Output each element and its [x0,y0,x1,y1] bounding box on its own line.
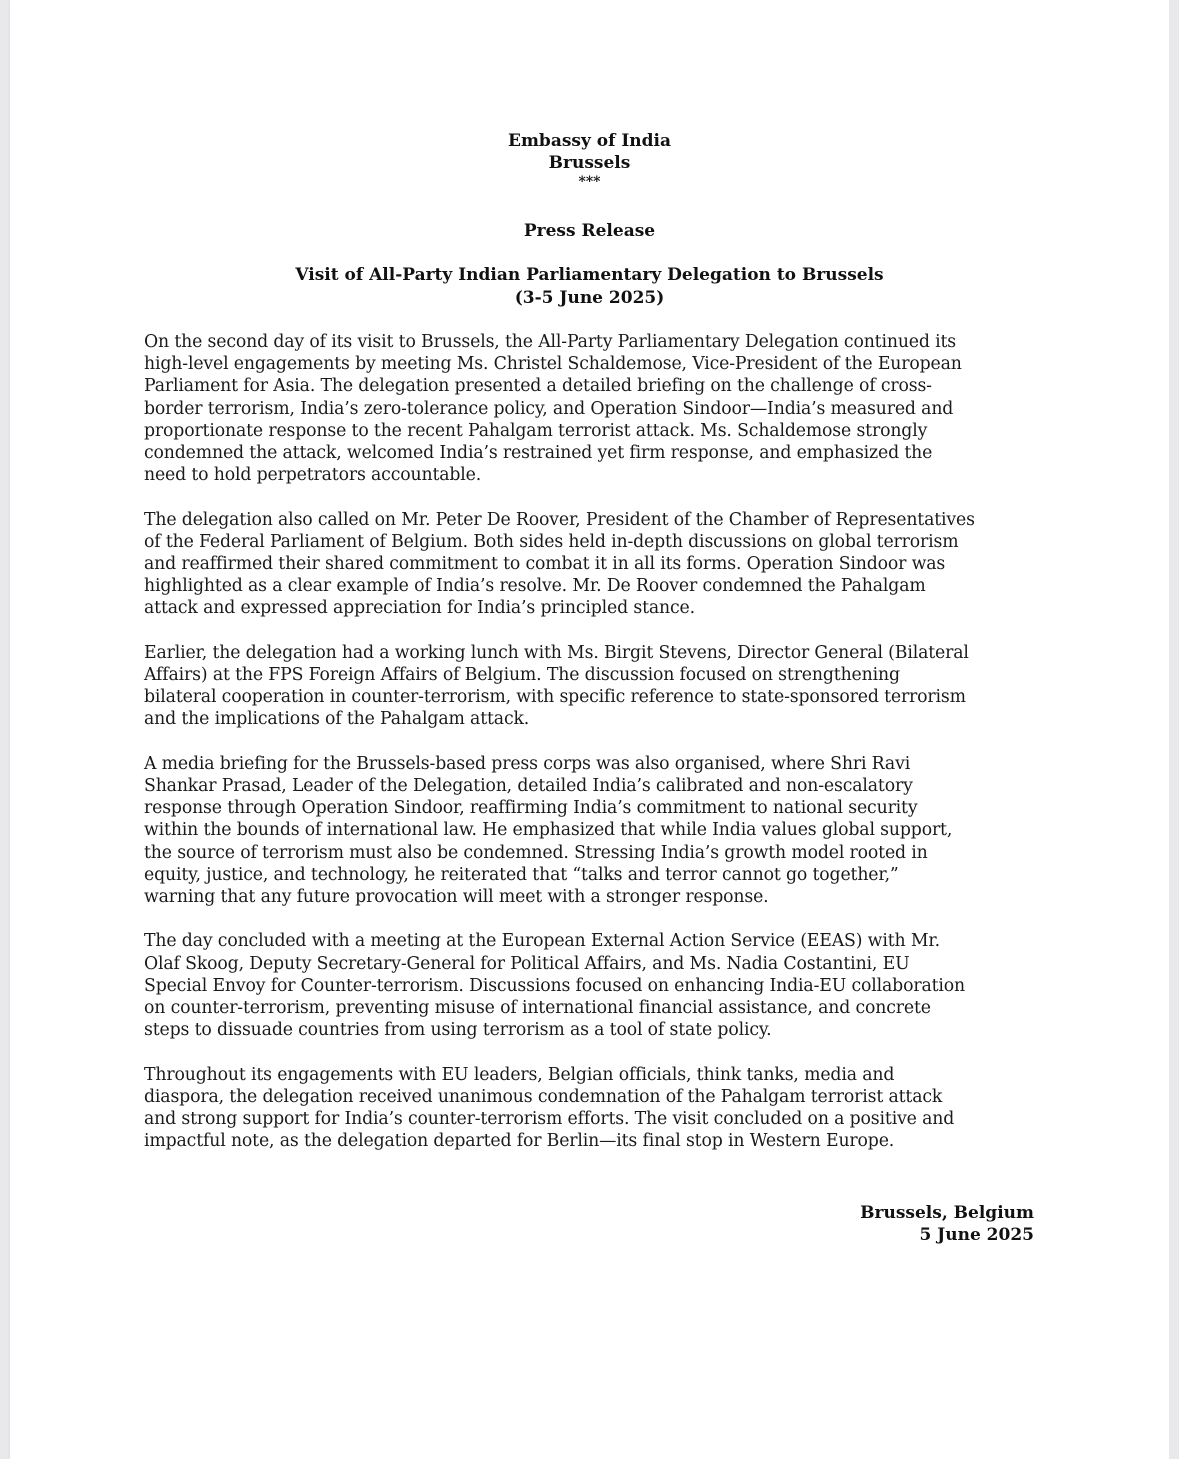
press-release-body [144,331,1040,1175]
paragraph-line: the source of terrorism must also be condemned. Stressing India’s growth model rooted in [144,842,928,863]
paragraph-line: within the bounds of international law. He emphasized that while India values global support, [144,820,953,841]
paragraph-line: highlighted as a clear example of India’s resolve. Mr. De Roover condemned the Pahalgam [144,576,926,597]
page-edge [1169,0,1179,1459]
paragraph-line: Special Envoy for Counter-terrorism. Discussions focused on enhancing India-EU collaboration [144,975,966,996]
header-separator: *** [578,174,601,190]
paragraph-line: On the second day of its visit to Brussels, the All-Party Parliamentary Delegation continued its [144,332,957,352]
paragraph-6 [144,1064,1040,1153]
paragraph-line: Affairs) at the FPS Foreign Affairs of Belgium. The discussion focused on strengthening [144,665,900,686]
paragraph-line: proportionate response to the recent Pahalgam terrorist attack. Ms. Schaldemose strongly [144,420,928,441]
paragraph-line: impactful note, as the delegation departed for Berlin—its final stop in Western Europe. [144,1131,895,1152]
paragraph-line: need to hold perpetrators accountable. [144,465,482,486]
press-release-title: Visit of All-Party Indian Parliamentary Delegation to Brussels [295,265,884,285]
signature-block [860,1202,1034,1246]
organization-name: Embassy of India [507,131,672,151]
paragraph-line: response through Operation Sindoor, reaffirming India’s commitment to national security [144,798,918,819]
paragraph-line: border terrorism, India’s zero-tolerance policy, and Operation Sindoor—India’s measured and [144,398,954,419]
paragraph-line: and the implications of the Pahalgam attack. [144,709,530,730]
paragraph-2 [144,509,1040,620]
press-release-dates: (3-5 June 2025) [514,288,665,308]
paragraph-line: on counter-terrorism, preventing misuse of international financial assistance, and concrete [144,998,931,1019]
paragraph-line: of the Federal Parliament of Belgium. Both sides held in-depth discussions on global terrorism [144,531,959,552]
paragraph-line: warning that any future provocation will meet with a stronger response. [144,887,769,908]
paragraph-line: The delegation also called on Mr. Peter De Roover, President of the Chamber of Representatives [144,509,975,530]
paragraph-line: Earlier, the delegation had a working lunch with Ms. Birgit Stevens, Director General (Bilateral [144,642,969,663]
paragraph-4 [144,753,1040,908]
organization-city: Brussels [548,153,631,173]
paragraph-line: steps to dissuade countries from using terrorism as a tool of state policy. [144,1020,772,1041]
paragraph-line: The day concluded with a meeting at the European External Action Service (EEAS) with Mr. [144,931,940,952]
paragraph-3 [144,642,1040,731]
paragraph-line: Parliament for Asia. The delegation presented a detailed briefing on the challenge of cross- [144,376,932,397]
signature-place: Brussels, Belgium [860,1203,1034,1223]
paragraph-line: equity, justice, and technology, he reiterated that “talks and terror cannot go together,” [144,864,899,885]
paragraph-line: and strong support for India’s counter-terrorism efforts. The visit concluded on a positive and [144,1109,955,1130]
paragraph-line: condemned the attack, welcomed India’s restrained yet firm response, and emphasized the [144,443,933,464]
paragraph-line: Shankar Prasad, Leader of the Delegation, detailed India’s calibrated and non-escalatory [144,776,913,797]
document-type: Press Release [523,221,656,241]
paragraph-line: high-level engagements by meeting Ms. Christel Schaldemose, Vice-President of the European [144,354,962,375]
paragraph-line: diaspora, the delegation received unanimous condemnation of the Pahalgam terrorist attack [144,1086,943,1107]
signature-date: 5 June 2025 [919,1225,1034,1245]
paragraph-line: attack and expressed appreciation for India’s principled stance. [144,598,695,619]
paragraph-line: A media briefing for the Brussels-based press corps was also organised, where Shri Ravi [144,753,911,774]
paragraph-5 [144,930,1040,1041]
paragraph-1 [144,331,1040,486]
paragraph-line: and reaffirmed their shared commitment to combat it in all its forms. Operation Sindoor was [144,554,946,575]
paragraph-line: Olaf Skoog, Deputy Secretary-General for Political Affairs, and Ms. Nadia Costantini, EU [144,953,910,974]
document-page [10,0,1169,1459]
paragraph-line: Throughout its engagements with EU leaders, Belgian officials, think tanks, media and [144,1064,895,1085]
paragraph-line: bilateral cooperation in counter-terrorism, with specific reference to state-sponsored terrorism [144,687,966,708]
